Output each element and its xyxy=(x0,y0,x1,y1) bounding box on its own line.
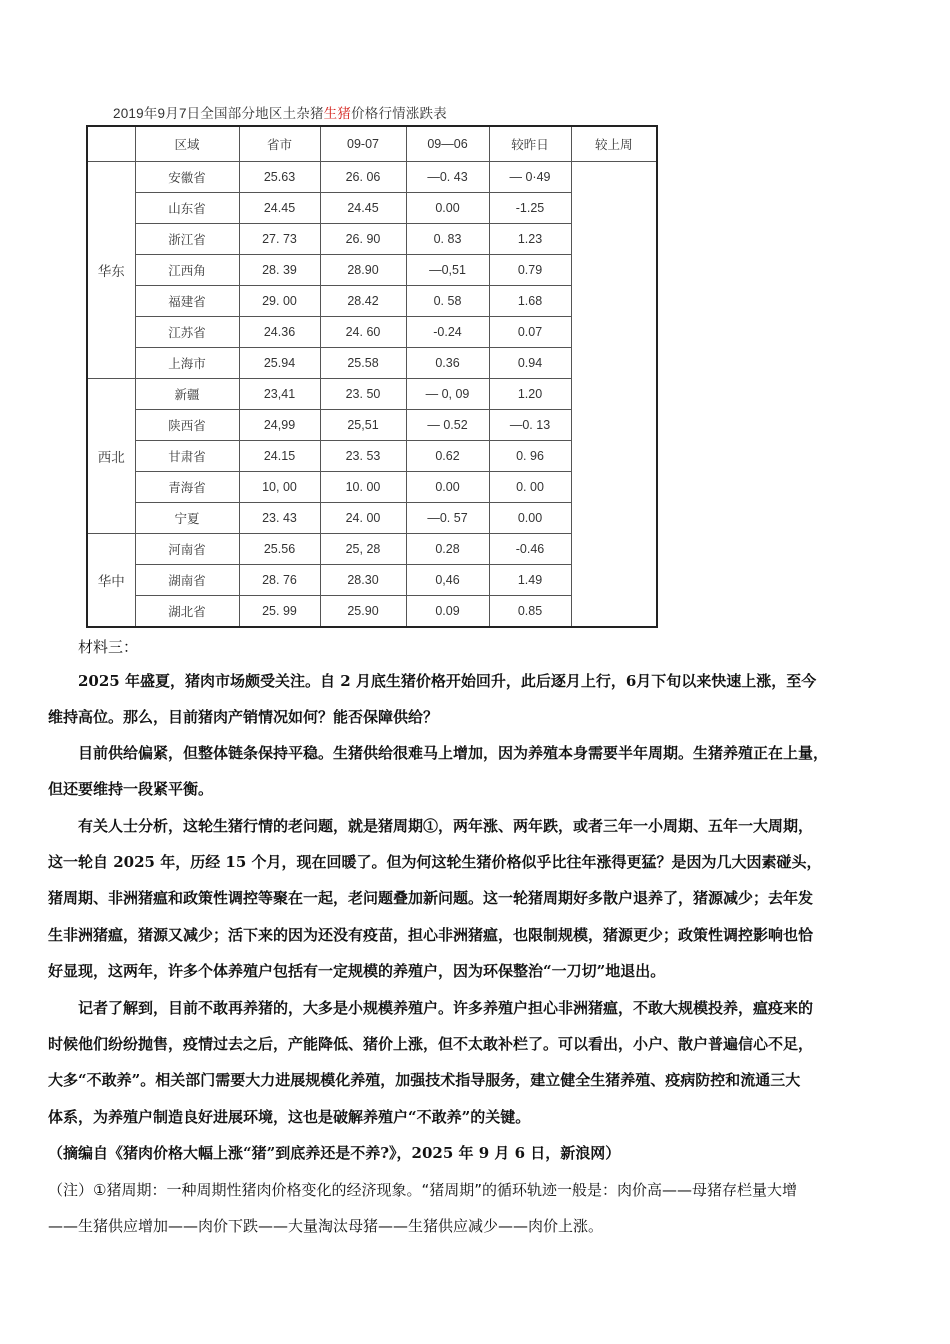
change-vs-yesterday-cell: —0. 43 xyxy=(406,162,489,193)
province-cell: 宁夏 xyxy=(135,503,239,534)
price-0907-cell: 25.56 xyxy=(239,534,320,565)
change-vs-yesterday-cell: — 0, 09 xyxy=(406,379,489,410)
change-vs-last-week-cell: -1.25 xyxy=(489,193,571,224)
price-0907-cell: 25.94 xyxy=(239,348,320,379)
price-0907-cell: 24.36 xyxy=(239,317,320,348)
change-vs-last-week-cell: 0.07 xyxy=(489,317,571,348)
change-vs-yesterday-cell: 0,46 xyxy=(406,565,489,596)
province-cell: 新疆 xyxy=(135,379,239,410)
price-0907-cell: 23,41 xyxy=(239,379,320,410)
price-0906-cell: 23. 53 xyxy=(320,441,406,472)
change-vs-last-week-cell: 0.79 xyxy=(489,255,571,286)
header-vs-last-week: 较上周 xyxy=(571,126,657,162)
table-header-row xyxy=(87,126,657,162)
province-cell: 福建省 xyxy=(135,286,239,317)
change-vs-last-week-cell: 1.20 xyxy=(489,379,571,410)
price-0907-cell: 25.63 xyxy=(239,162,320,193)
change-vs-last-week-cell: 0.94 xyxy=(489,348,571,379)
price-0907-cell: 24.45 xyxy=(239,193,320,224)
change-vs-last-week-cell: -0.46 xyxy=(489,534,571,565)
change-vs-last-week-cell: — 0·49 xyxy=(489,162,571,193)
article-paragraph-line: 生非洲猪瘟，猪源又减少；活下来的因为还没有疫苗，担心非洲猪瘟，也限制规模，猪源更少；政策性调控影响也恰 xyxy=(48,926,814,944)
caption-text-after: 价格行情涨跌表 xyxy=(351,106,447,121)
price-0906-cell: 26. 90 xyxy=(320,224,406,255)
province-cell: 湖南省 xyxy=(135,565,239,596)
table-row xyxy=(87,534,657,565)
province-cell: 江苏省 xyxy=(135,317,239,348)
table-row xyxy=(87,410,657,441)
table-row xyxy=(87,565,657,596)
price-0907-cell: 28. 39 xyxy=(239,255,320,286)
price-0906-cell: 25.58 xyxy=(320,348,406,379)
price-table-wrapper xyxy=(86,125,656,619)
table-row xyxy=(87,224,657,255)
province-cell: 浙江省 xyxy=(135,224,239,255)
table-row xyxy=(87,348,657,379)
province-cell: 湖北省 xyxy=(135,596,239,628)
header-vs-yesterday: 较昨日 xyxy=(489,126,571,162)
price-0906-cell: 10. 00 xyxy=(320,472,406,503)
change-vs-yesterday-cell: 0. 83 xyxy=(406,224,489,255)
caption-highlight: 生猪 xyxy=(323,106,352,121)
price-0907-cell: 28. 76 xyxy=(239,565,320,596)
table-left-blank-column xyxy=(87,126,135,162)
change-vs-yesterday-cell: 0. 58 xyxy=(406,286,489,317)
change-vs-yesterday-cell: 0.00 xyxy=(406,472,489,503)
price-0907-cell: 25. 99 xyxy=(239,596,320,628)
price-0906-cell: 24.45 xyxy=(320,193,406,224)
price-0906-cell: 25, 28 xyxy=(320,534,406,565)
table-row xyxy=(87,503,657,534)
price-0906-cell: 25.90 xyxy=(320,596,406,628)
change-vs-yesterday-cell: 0.62 xyxy=(406,441,489,472)
article-paragraph-line: 目前供给偏紧，但整体链条保持平稳。生猪供给很难马上增加，因为养殖本身需要半年周期。生猪养殖正在上量， xyxy=(48,744,829,762)
change-vs-last-week-cell: 0. 00 xyxy=(489,472,571,503)
article-paragraph-line: 2025 年盛夏，猪肉市场颇受关注。自 2 月底生猪价格开始回升，此后逐月上行，6月下旬以来快速上涨，至今 xyxy=(48,672,817,690)
province-cell: 河南省 xyxy=(135,534,239,565)
footnote-line: （注）①猪周期：一种周期性猪肉价格变化的经济现象。“猪周期”的循环轨迹一般是：肉价高——母猪存栏量大增 xyxy=(48,1181,797,1199)
header-province: 省市 xyxy=(239,126,320,162)
change-vs-yesterday-cell: 0.00 xyxy=(406,193,489,224)
article-paragraph-line: 大多“不敢养”。相关部门需要大力进展规模化养殖，加强技术指导服务，建立健全生猪养殖、疫病防控和流通三大 xyxy=(48,1071,801,1089)
price-0906-cell: 28.42 xyxy=(320,286,406,317)
price-0907-cell: 24,99 xyxy=(239,410,320,441)
table-row xyxy=(87,162,657,193)
table-row xyxy=(87,596,657,628)
article-paragraph-line: 体系，为养殖户制造良好进展环境，这也是破解养殖户“不敢养”的关键。 xyxy=(48,1108,531,1126)
change-vs-last-week-cell: 1.23 xyxy=(489,224,571,255)
article-paragraph-line: 有关人士分析，这轮生猪行情的老问题，就是猪周期①，两年涨、两年跌，或者三年一小周期、五年一大周期， xyxy=(48,817,814,835)
article-paragraph-line: 但还要维持一段紧平衡。 xyxy=(48,780,214,798)
header-date-0906: 09—06 xyxy=(406,126,489,162)
change-vs-yesterday-cell: 0.09 xyxy=(406,596,489,628)
price-0906-cell: 25,51 xyxy=(320,410,406,441)
province-cell: 甘肃省 xyxy=(135,441,239,472)
province-cell: 山东省 xyxy=(135,193,239,224)
change-vs-yesterday-cell: — 0.52 xyxy=(406,410,489,441)
province-cell: 上海市 xyxy=(135,348,239,379)
footnote-line: ——生猪供应增加——肉价下跌——大量淘汰母猪——生猪供应减少——肉价上涨。 xyxy=(48,1217,604,1235)
table-row xyxy=(87,255,657,286)
change-vs-last-week-cell: 0. 96 xyxy=(489,441,571,472)
header-date-0907: 09-07 xyxy=(320,126,406,162)
price-0906-cell: 26. 06 xyxy=(320,162,406,193)
change-vs-yesterday-cell: 0.28 xyxy=(406,534,489,565)
province-cell: 安徽省 xyxy=(135,162,239,193)
price-0906-cell: 28.90 xyxy=(320,255,406,286)
table-row xyxy=(87,379,657,410)
change-vs-last-week-cell: 1.49 xyxy=(489,565,571,596)
article-paragraph-line: 维持高位。那么，目前猪肉产销情况如何？能否保障供给？ xyxy=(48,708,439,726)
price-0907-cell: 23. 43 xyxy=(239,503,320,534)
change-vs-yesterday-cell: —0,51 xyxy=(406,255,489,286)
article-paragraph-line: 好显现，这两年，许多个体养殖户包括有一定规模的养殖户，因为环保整治“一刀切”地退出。 xyxy=(48,962,666,980)
province-cell: 青海省 xyxy=(135,472,239,503)
price-table xyxy=(86,125,658,628)
article-paragraph-line: 这一轮自 2025 年，历经 15 个月，现在回暖了。但为何这轮生猪价格似乎比往年涨得更猛？是因为几大因素碰头， xyxy=(48,853,822,871)
change-vs-yesterday-cell: -0.24 xyxy=(406,317,489,348)
province-cell: 陕西省 xyxy=(135,410,239,441)
price-0907-cell: 10, 00 xyxy=(239,472,320,503)
region-cell: 西北 xyxy=(87,379,135,534)
change-vs-last-week-cell: 1.68 xyxy=(489,286,571,317)
article-paragraph-line: 时候他们纷纷抛售，疫情过去之后，产能降低、猪价上涨，但不太敢补栏了。可以看出，小户、散户普遍信心不足， xyxy=(48,1035,814,1053)
table-body xyxy=(87,162,657,628)
article-section-label: 材料三： xyxy=(78,638,139,656)
province-cell: 江西角 xyxy=(135,255,239,286)
price-0906-cell: 28.30 xyxy=(320,565,406,596)
change-vs-last-week-cell: 0.85 xyxy=(489,596,571,628)
price-0907-cell: 29. 00 xyxy=(239,286,320,317)
table-row xyxy=(87,472,657,503)
caption-text-before: 2019年9月7日全国部分地区土杂猪 xyxy=(113,106,324,121)
price-0906-cell: 24. 00 xyxy=(320,503,406,534)
change-vs-last-week-cell: —0. 13 xyxy=(489,410,571,441)
table-row xyxy=(87,441,657,472)
table-row xyxy=(87,286,657,317)
price-0907-cell: 27. 73 xyxy=(239,224,320,255)
table-caption xyxy=(113,102,447,122)
article-paragraph-line: 记者了解到，目前不敢再养猪的，大多是小规模养殖户。许多养殖户担心非洲猪瘟，不敢大规模投养，瘟疫来的 xyxy=(48,999,814,1017)
header-region: 区域 xyxy=(135,126,239,162)
change-vs-yesterday-cell: —0. 57 xyxy=(406,503,489,534)
table-row xyxy=(87,193,657,224)
article-paragraph-line: 猪周期、非洲猪瘟和政策性调控等聚在一起，老问题叠加新问题。这一轮猪周期好多散户退养了，猪源减少；去年发 xyxy=(48,889,814,907)
price-0907-cell: 24.15 xyxy=(239,441,320,472)
price-0906-cell: 23. 50 xyxy=(320,379,406,410)
region-cell: 华东 xyxy=(87,162,135,379)
change-vs-last-week-cell: 0.00 xyxy=(489,503,571,534)
change-vs-yesterday-cell: 0.36 xyxy=(406,348,489,379)
table-row xyxy=(87,317,657,348)
price-0906-cell: 24. 60 xyxy=(320,317,406,348)
region-cell: 华中 xyxy=(87,534,135,628)
article-source-citation: （摘编自《猪肉价格大幅上涨“猪”到底养还是不养?》，2025 年 9 月 6 日，新浪网） xyxy=(48,1144,621,1162)
